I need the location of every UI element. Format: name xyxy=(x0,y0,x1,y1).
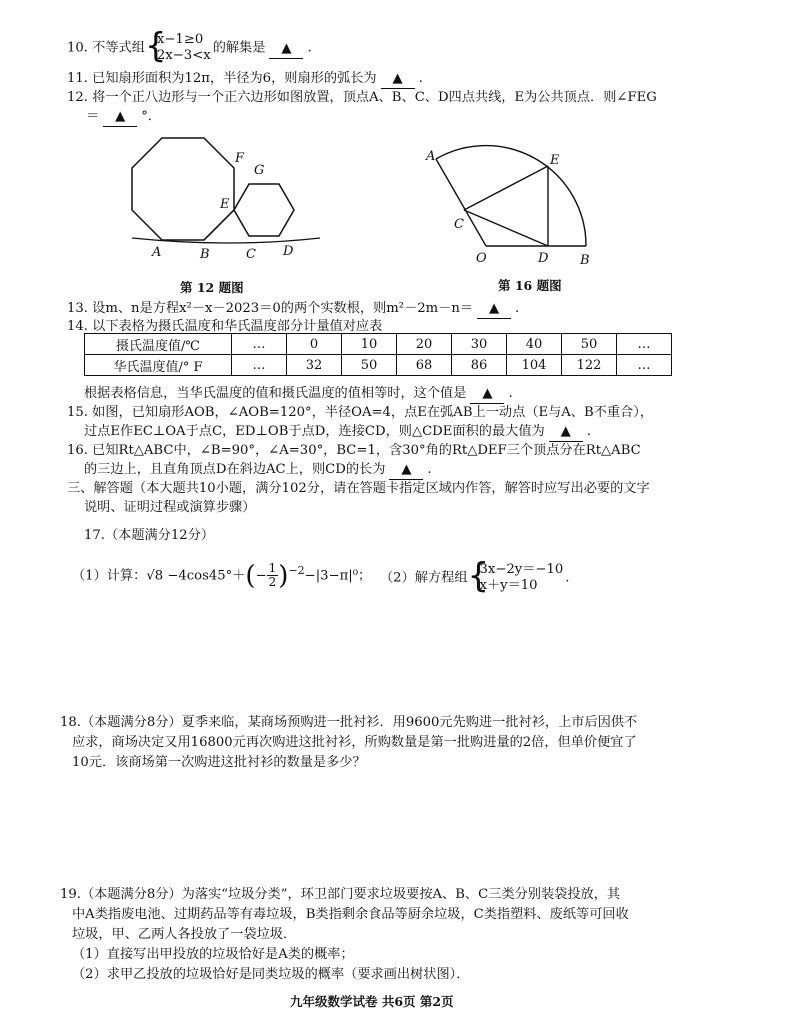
question-16-line2: 的三边上，且直角顶点D在斜边AC上，则CD的长为 ▲ . xyxy=(84,461,432,480)
page-footer: 九年级数学试卷 共6页 第2页 xyxy=(290,994,454,1009)
label-D: D xyxy=(538,251,549,266)
question-14-followup: 根据表格信息，当华氏温度的值和摄氏温度的值相等时，这个值是 ▲ . xyxy=(84,385,513,404)
question-15-line1: 15. 如图，已知扇形AOB，∠AOB=120°，半径OA=4，点E在弧AB上一动点（E与A、B不重合）， xyxy=(67,405,653,420)
figure-12-caption: 第 12 题图 xyxy=(180,280,244,295)
question-17-title: 17.（本题满分12分） xyxy=(84,528,215,543)
question-10: 10. 不等式组 { x−1≥0 2x−3<x 的解集是 ▲ . xyxy=(67,32,312,64)
question-13: 13. 设m、n是方程x²－x－2023＝0的两个实数根，则m²－2m－n＝ ▲ . xyxy=(67,300,519,319)
question-12-line2: ＝ ▲ °． xyxy=(86,108,161,127)
question-17-part1: （1）计算：√8 −4cos45°＋(− $\frac{1}{2}$ )$^{-2}$−|3−π|⁰； xyxy=(72,560,372,591)
label-O: O xyxy=(476,251,487,266)
answer-blank: ▲ xyxy=(389,461,423,480)
q10-inequality-system: { x−1≥0 2x−3<x xyxy=(147,32,211,64)
temperature-table xyxy=(84,333,672,376)
label-C: C xyxy=(454,217,464,232)
answer-blank: ▲ xyxy=(269,40,303,59)
label-D: D xyxy=(283,244,294,259)
answer-blank: ▲ xyxy=(103,108,137,127)
answer-blank: ▲ xyxy=(470,385,504,404)
question-16-line1: 16. 已知Rt△ABC中，∠B=90°，∠A=30°，BC=1，含30°角的Rt△DEF三个顶点分在Rt△ABC xyxy=(67,443,641,458)
table-row: 华氏温度值/° F … 32 50 68 86 104 122 … xyxy=(85,355,672,376)
question-14: 14. 以下表格为摄氏温度和华氏温度部分计量值对应表 xyxy=(67,319,383,334)
label-G: G xyxy=(254,163,265,178)
figure-16-sector xyxy=(420,140,600,295)
figure-16-caption: 第 16 题图 xyxy=(498,278,562,293)
answer-blank: ▲ xyxy=(381,70,415,89)
question-19-part2: （2）求甲乙投放的垃圾恰好是同类垃圾的概率（要求画出树状图）． xyxy=(72,967,470,982)
answer-blank: ▲ xyxy=(477,300,511,319)
label-A: A xyxy=(426,149,436,164)
label-B: B xyxy=(200,247,210,262)
question-11: 11. 已知扇形面积为12π，半径为6，则扇形的弧长为 ▲ . xyxy=(67,70,423,89)
label-E: E xyxy=(220,197,230,212)
question-17-part2: （2）解方程组 { 3x−2y＝−10 x＋y＝10 . xyxy=(380,562,569,594)
question-18-line2: 应求，商场决定又用16800元再次购进这批衬衫，所购数量是第一批购进量的2倍，但单价便宜了 xyxy=(72,735,637,750)
question-19-line2: 中A类指废电池、过期药品等有毒垃圾，B类指剩余食品等厨余垃圾，C类指塑料、废纸等可回收 xyxy=(72,907,629,922)
question-15-line2: 过点E作EC⊥OA于点C，ED⊥OB于点D，连接CD，则△CDE面积的最大值为 ▲ . xyxy=(84,423,591,442)
label-C: C xyxy=(246,247,256,262)
label-E: E xyxy=(550,153,560,168)
figure-12-octagon-hexagon xyxy=(120,130,350,295)
q10-text: 10. 不等式组 xyxy=(67,40,145,56)
question-12-line1: 12. 将一个正八边形与一个正六边形如图放置，顶点A、B、C、D四点共线，E为公共顶点．则∠FEG xyxy=(67,90,657,105)
section-3-header: 三、解答题（本大题共10小题，满分102分，请在答题卡指定区域内作答，解答时应写出必要的文字 xyxy=(67,481,650,496)
label-F: F xyxy=(235,151,245,166)
question-19-part1: （1）直接写出甲投放的垃圾恰好是A类的概率； xyxy=(72,947,354,962)
question-18-line3: 10元．该商场第一次购进这批衬衫的数量是多少？ xyxy=(72,755,366,770)
label-A: A xyxy=(152,245,162,260)
question-18-line1: 18.（本题满分8分）夏季来临，某商场预购进一批衬衫．用9600元先购进一批衬衫，上市后因供不 xyxy=(60,715,638,730)
question-19-line3: 垃圾，甲、乙两人各投放了一袋垃圾． xyxy=(72,927,297,942)
answer-blank: ▲ xyxy=(549,423,583,442)
question-19-line1: 19.（本题满分8分）为落实“垃圾分类”，环卫部门要求垃圾要按A、B、C三类分别装袋投放，其 xyxy=(60,887,621,902)
q17-equation-system: { 3x−2y＝−10 x＋y＝10 xyxy=(470,562,564,594)
section-3-header-cont: 说明、证明过程或演算步骤） xyxy=(84,500,256,515)
label-B: B xyxy=(580,253,590,268)
table-row: 摄氏温度值/℃ … 0 10 20 30 40 50 … xyxy=(85,334,672,355)
